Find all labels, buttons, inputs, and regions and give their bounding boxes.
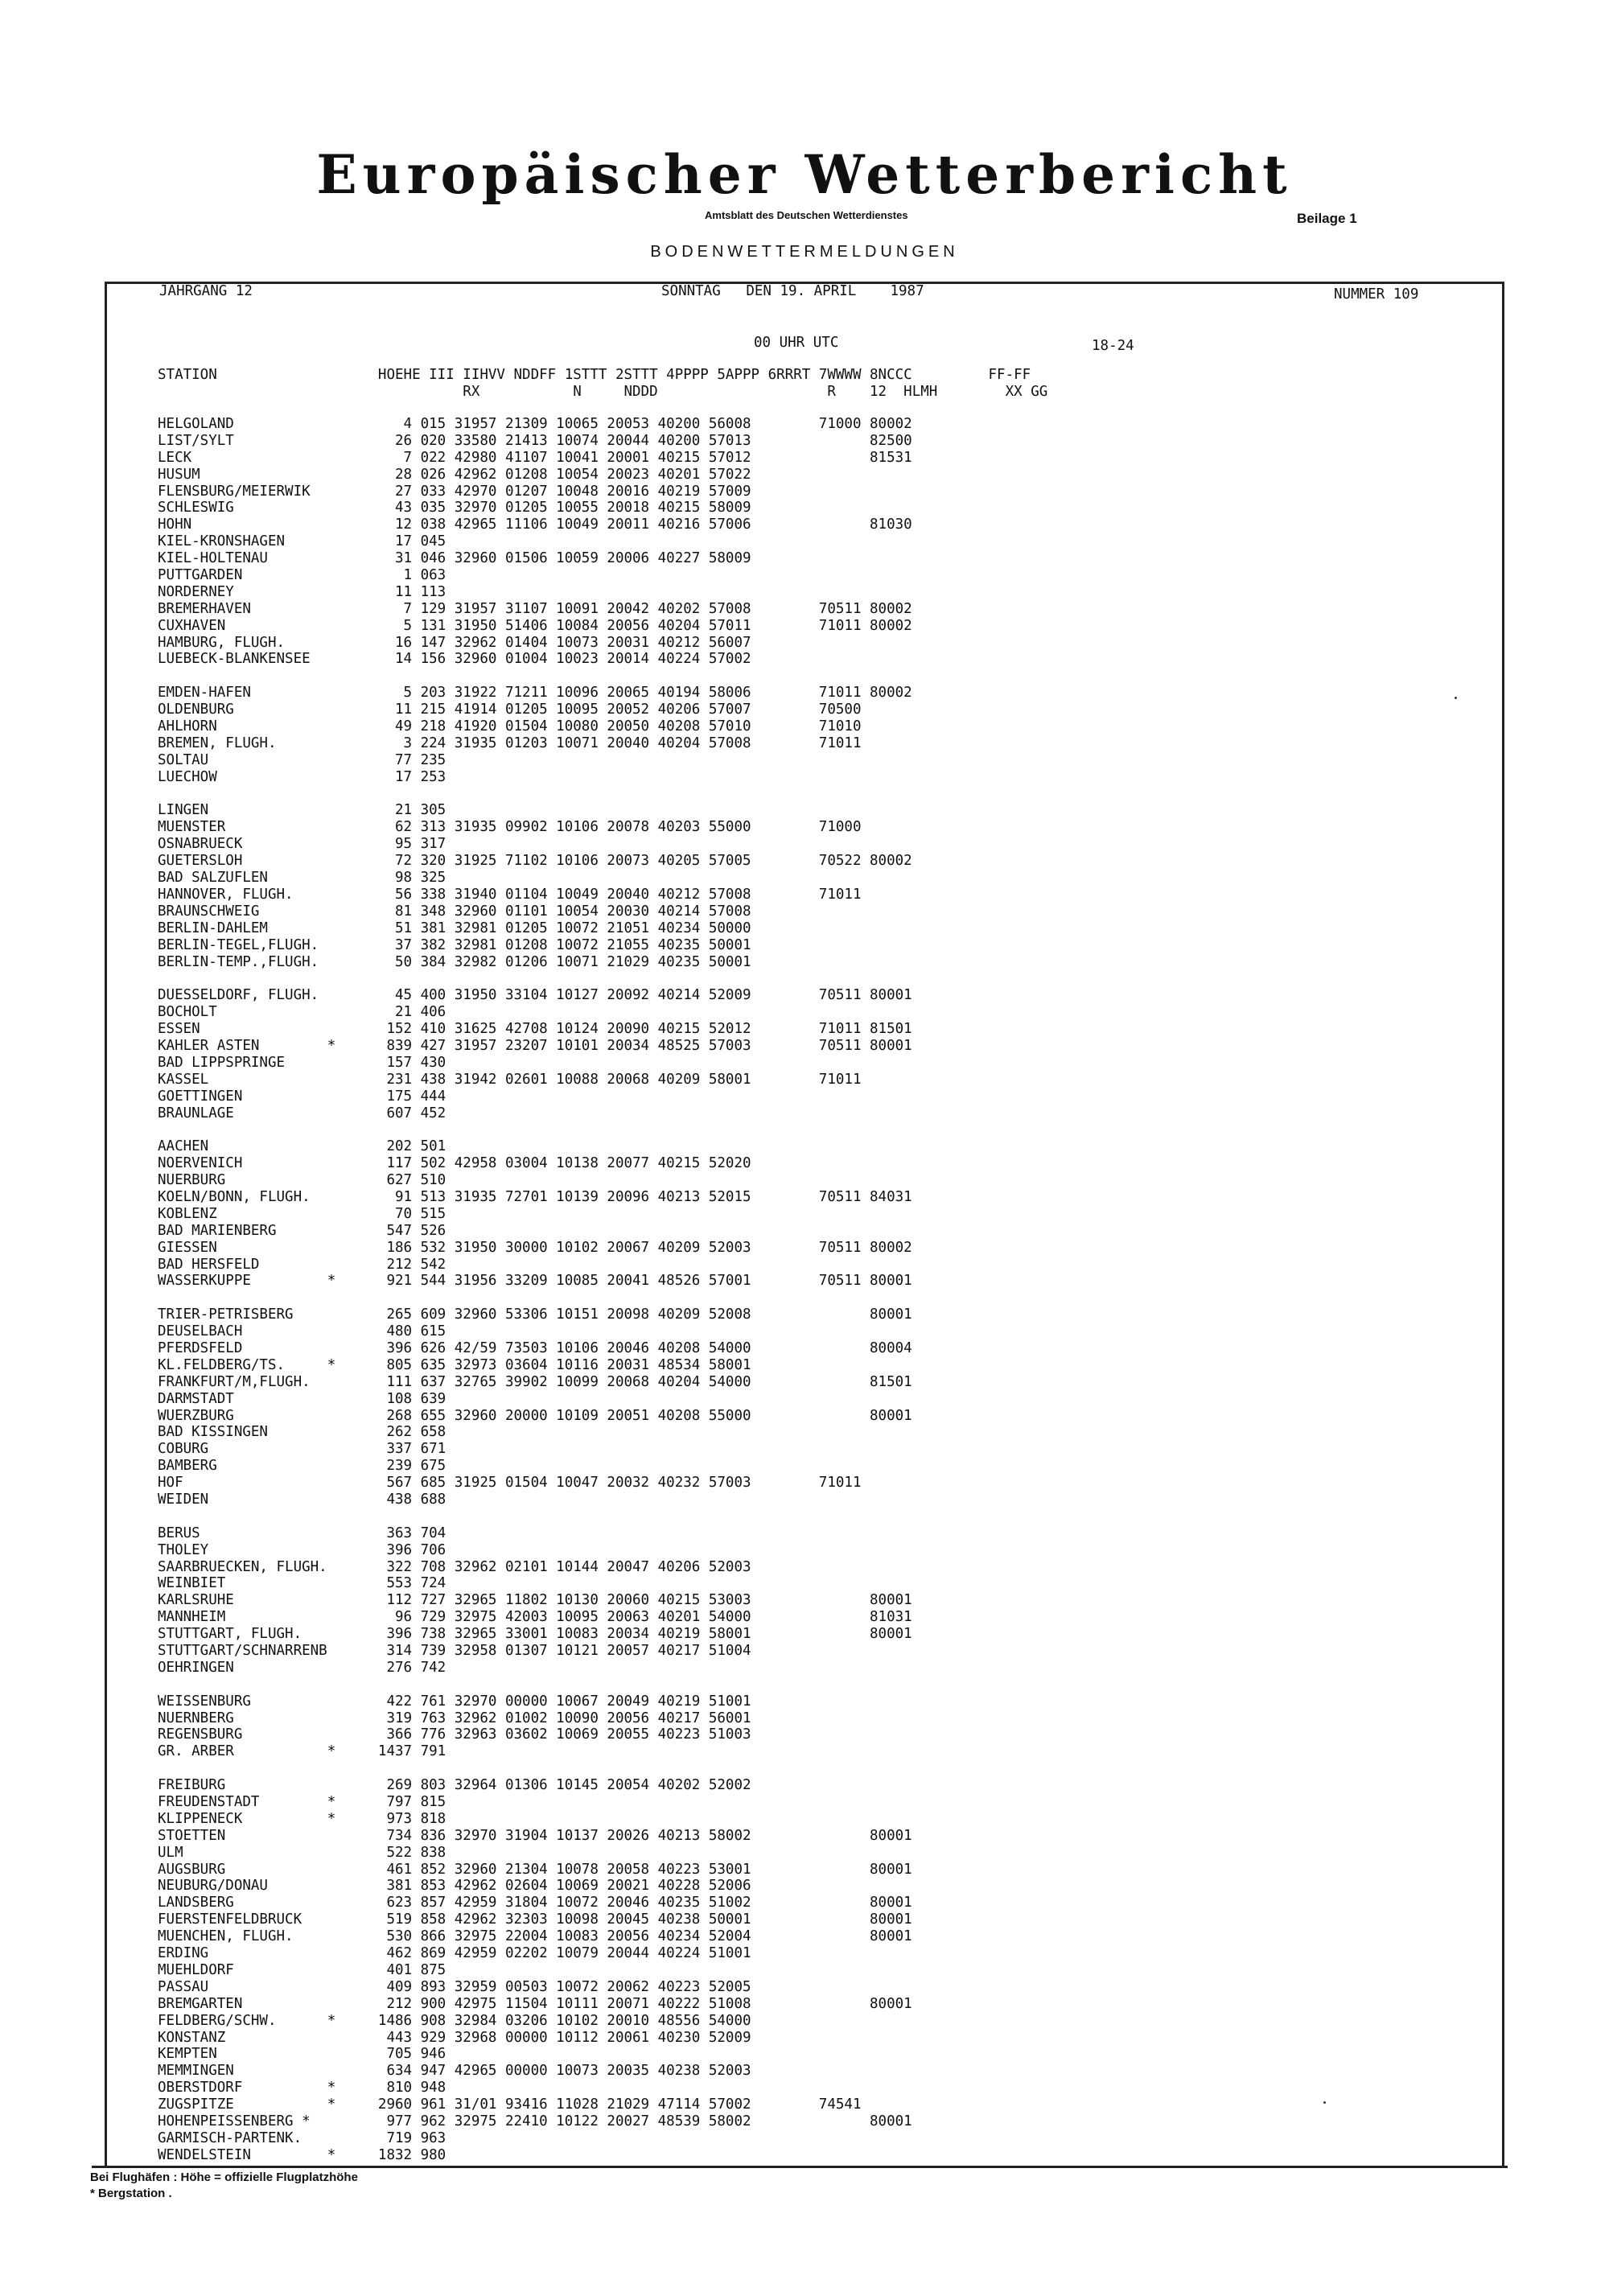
station-row: COBURG 337 671 xyxy=(158,1441,446,1458)
station-row: FLENSBURG/MEIERWIK 27 033 42970 01207 10048 20016 40219 57009 xyxy=(158,483,751,500)
station-row: MUENCHEN, FLUGH. 530 866 32975 22004 10083 20056 40234 52004 80001 xyxy=(158,1928,912,1945)
station-row: KIEL-HOLTENAU 31 046 32960 01506 10059 20006 40227 58009 xyxy=(158,550,751,567)
station-row: BERUS 363 704 xyxy=(158,1524,446,1541)
masthead-title: Europäischer Wetterbericht xyxy=(316,143,1293,206)
station-row: HOF 567 685 31925 01504 10047 20032 40232 57003 71011 xyxy=(158,1475,862,1492)
group-spacer xyxy=(158,668,912,685)
station-row: BAD MARIENBERG 547 526 xyxy=(158,1222,446,1239)
station-row: GR. ARBER * 1437 791 xyxy=(158,1743,446,1760)
station-row: BAMBERG 239 675 xyxy=(158,1458,446,1475)
group-spacer xyxy=(158,1677,912,1693)
station-row: EMDEN-HAFEN 5 203 31922 71211 10096 20065 40194 58006 71011 80002 xyxy=(158,685,912,702)
station-row: NOERVENICH 117 502 42958 03004 10138 20077 40215 52020 xyxy=(158,1155,751,1172)
station-row: PFERDSFELD 396 626 42/59 73503 10106 20046 40208 54000 80004 xyxy=(158,1339,912,1356)
station-row: BREMERHAVEN 7 129 31957 31107 10091 20042 40202 57008 70511 80002 xyxy=(158,600,912,617)
station-row: KONSTANZ 443 929 32968 00000 10112 20061 40230 52009 xyxy=(158,2029,751,2046)
station-row: NUERNBERG 319 763 32962 01002 10090 20056 40217 56001 xyxy=(158,1710,751,1726)
station-row: BRAUNLAGE 607 452 xyxy=(158,1105,446,1121)
station-row: FREIBURG 269 803 32964 01306 10145 20054 40202 52002 xyxy=(158,1777,751,1794)
station-row: KARLSRUHE 112 727 32965 11802 10130 20060 40215 53003 80001 xyxy=(158,1592,912,1609)
station-row: WENDELSTEIN * 1832 980 xyxy=(158,2146,446,2163)
station-row: LUEBECK-BLANKENSEE 14 156 32960 01004 10023 20014 40224 57002 xyxy=(158,651,751,668)
station-row: ZUGSPITZE * 2960 961 31/01 93416 11028 21029 47114 57002 74541 xyxy=(158,2096,862,2113)
station-row: AUGSBURG 461 852 32960 21304 10078 20058 40223 53001 80001 xyxy=(158,1861,912,1878)
station-row: WEINBIET 553 724 xyxy=(158,1575,446,1592)
station-row: SCHLESWIG 43 035 32970 01205 10055 20018 40215 58009 xyxy=(158,500,751,516)
station-row: HAMBURG, FLUGH. 16 147 32962 01404 10073 20031 40212 56007 xyxy=(158,634,751,651)
station-row: WEIDEN 438 688 xyxy=(158,1492,446,1508)
station-row: REGENSBURG 366 776 32963 03602 10069 20055 40223 51003 xyxy=(158,1726,751,1743)
station-row: BAD KISSINGEN 262 658 xyxy=(158,1424,446,1441)
station-row: SAARBRUECKEN, FLUGH. 322 708 32962 02101 10144 20047 40206 52003 xyxy=(158,1558,751,1575)
station-row: MUEHLDORF 401 875 xyxy=(158,1961,446,1978)
station-row: KEMPTEN 705 946 xyxy=(158,2046,446,2063)
station-row: AACHEN 202 501 xyxy=(158,1138,446,1155)
station-row: WASSERKUPPE * 921 544 31956 33209 10085 20041 48526 57001 70511 80001 xyxy=(158,1273,912,1290)
station-row: KAHLER ASTEN * 839 427 31957 23207 10101 20034 48525 57003 70511 80001 xyxy=(158,1037,912,1054)
station-row: OLDENBURG 11 215 41914 01205 10095 20052 40206 57007 70500 xyxy=(158,702,862,718)
station-row: BAD HERSFELD 212 542 xyxy=(158,1256,446,1273)
jahrgang-label: JAHRGANG 12 xyxy=(159,283,253,299)
station-row: CUXHAVEN 5 131 31950 51406 10084 20056 40204 57011 71011 80002 xyxy=(158,617,912,634)
station-row: BREMEN, FLUGH. 3 224 31935 01203 10071 20040 40204 57008 71011 xyxy=(158,734,862,751)
station-row: TRIER-PETRISBERG 265 609 32960 53306 10151 20098 40209 52008 80001 xyxy=(158,1306,912,1323)
masthead-subtitle: Amtsblatt des Deutschen Wetterdienstes xyxy=(705,209,908,221)
station-row: HUSUM 28 026 42962 01208 10054 20023 40201 57022 xyxy=(158,466,751,483)
column-header-line-1: STATION HOEHE III IIHVV NDDFF 1STTT 2STTT 4PPPP 5APPP 6RRRT 7WWWW 8NCCC FF-FF xyxy=(158,367,1031,383)
station-row: LINGEN 21 305 xyxy=(158,802,446,819)
station-row: KIEL-KRONSHAGEN 17 045 xyxy=(158,533,446,550)
station-row: HOHENPEISSENBERG * 977 962 32975 22410 10122 20027 48539 58002 80001 xyxy=(158,2113,912,2129)
issue-number: NUMMER 109 xyxy=(1334,286,1419,302)
station-row: FREUDENSTADT * 797 815 xyxy=(158,1794,446,1811)
station-row: FUERSTENFELDBRUCK 519 858 42962 32303 10098 20045 40238 50001 80001 xyxy=(158,1911,912,1928)
station-row: KOELN/BONN, FLUGH. 91 513 31935 72701 10139 20096 40213 52015 70511 84031 xyxy=(158,1188,912,1205)
period-label: 18-24 xyxy=(1092,338,1134,354)
footnote-airport-height: Bei Flughäfen : Höhe = offizielle Flugplatzhöhe xyxy=(90,2171,358,2184)
station-row: HELGOLAND 4 015 31957 21309 10065 20053 40200 56008 71000 80002 xyxy=(158,416,912,432)
station-row: MANNHEIM 96 729 32975 42003 10095 20063 40201 54000 81031 xyxy=(158,1609,912,1626)
group-spacer xyxy=(158,1290,912,1306)
station-row: HANNOVER, FLUGH. 56 338 31940 01104 10049 20040 40212 57008 71011 xyxy=(158,886,862,903)
station-row: FELDBERG/SCHW. * 1486 908 32984 03206 10102 20010 48556 54000 xyxy=(158,2012,751,2029)
station-row: STOETTEN 734 836 32970 31904 10137 20026 40213 58002 80001 xyxy=(158,1827,912,1844)
station-row: DUESSELDORF, FLUGH. 45 400 31950 33104 10127 20092 40214 52009 70511 80001 xyxy=(158,987,912,1004)
station-row: AHLHORN 49 218 41920 01504 10080 20050 40208 57010 71010 xyxy=(158,718,862,735)
station-row: MUENSTER 62 313 31935 09902 10106 20078 40203 55000 71000 xyxy=(158,819,862,836)
station-row: PASSAU 409 893 32959 00503 10072 20062 40223 52005 xyxy=(158,1978,751,1995)
station-row: GARMISCH-PARTENK. 719 963 xyxy=(158,2129,446,2146)
station-row: FRANKFURT/M,FLUGH. 111 637 32765 39902 10099 20068 40204 54000 81501 xyxy=(158,1373,912,1390)
station-row: NEUBURG/DONAU 381 853 42962 02604 10069 20021 40228 52006 xyxy=(158,1878,751,1895)
station-row: KASSEL 231 438 31942 02601 10088 20068 40209 58001 71011 xyxy=(158,1071,862,1088)
station-row: STUTTGART, FLUGH. 396 738 32965 33001 10083 20034 40219 58001 80001 xyxy=(158,1626,912,1643)
station-row: GIESSEN 186 532 31950 30000 10102 20067 40209 52003 70511 80002 xyxy=(158,1239,912,1256)
station-row: NUERBURG 627 510 xyxy=(158,1172,446,1189)
supplement-label: Beilage 1 xyxy=(1297,211,1357,226)
station-row: PUTTGARDEN 1 063 xyxy=(158,567,446,584)
station-row: SOLTAU 77 235 xyxy=(158,751,446,768)
station-row: BERLIN-DAHLEM 51 381 32981 01205 10072 21051 40234 50000 xyxy=(158,920,751,936)
scan-speck xyxy=(1455,697,1457,699)
station-row: LIST/SYLT 26 020 33580 21413 10074 20044 40200 57013 82500 xyxy=(158,432,912,449)
station-row: BRAUNSCHWEIG 81 348 32960 01101 10054 20030 40214 57008 xyxy=(158,903,751,920)
section-title: BODENWETTERMELDUNGEN xyxy=(650,243,959,261)
station-row: NORDERNEY 11 113 xyxy=(158,583,446,600)
table-frame-bottom-rule xyxy=(92,2166,1508,2168)
station-row: BAD LIPPSPRINGE 157 430 xyxy=(158,1054,446,1071)
station-row: BERLIN-TEGEL,FLUGH. 37 382 32981 01208 10072 21055 40235 50001 xyxy=(158,936,751,953)
footnote-mountain-station: * Bergstation . xyxy=(90,2187,172,2200)
observation-table xyxy=(158,416,912,2164)
station-row: LECK 7 022 42980 41107 10041 20001 40215 57012 81531 xyxy=(158,449,912,466)
station-row: DEUSELBACH 480 615 xyxy=(158,1323,446,1340)
station-row: ERDING 462 869 42959 02202 10079 20044 40224 51001 xyxy=(158,1945,751,1962)
group-spacer xyxy=(158,1508,912,1525)
station-row: ESSEN 152 410 31625 42708 10124 20090 40215 52012 71011 81501 xyxy=(158,1021,912,1038)
station-row: OSNABRUECK 95 317 xyxy=(158,836,446,853)
station-row: ULM 522 838 xyxy=(158,1844,446,1861)
station-row: LUECHOW 17 253 xyxy=(158,768,446,785)
station-row: MEMMINGEN 634 947 42965 00000 10073 20035 40238 52003 xyxy=(158,2063,751,2080)
station-row: WEISSENBURG 422 761 32970 00000 10067 20049 40219 51001 xyxy=(158,1693,751,1710)
station-row: BERLIN-TEMP.,FLUGH. 50 384 32982 01206 10071 21029 40235 50001 xyxy=(158,953,751,970)
station-row: STUTTGART/SCHNARRENB 314 739 32958 01307 10121 20057 40217 51004 xyxy=(158,1643,751,1660)
station-row: HOHN 12 038 42965 11106 10049 20011 40216 57006 81030 xyxy=(158,516,912,533)
group-spacer xyxy=(158,1121,912,1138)
station-row: THOLEY 396 706 xyxy=(158,1541,446,1558)
station-row: DARMSTADT 108 639 xyxy=(158,1390,446,1407)
station-row: KL.FELDBERG/TS. * 805 635 32973 03604 10116 20031 48534 58001 xyxy=(158,1356,751,1373)
scan-speck xyxy=(1323,2101,1326,2104)
observation-time: 00 UHR UTC xyxy=(754,335,839,351)
station-row: OBERSTDORF * 810 948 xyxy=(158,2080,446,2096)
issue-date: SONNTAG DEN 19. APRIL 1987 xyxy=(661,283,924,299)
column-header-line-2: RX N NDDD R 12 HLMH XX GG xyxy=(158,384,1048,400)
station-row: GOETTINGEN 175 444 xyxy=(158,1088,446,1105)
station-row: GUETERSLOH 72 320 31925 71102 10106 20073 40205 57005 70522 80002 xyxy=(158,853,912,870)
station-row: KLIPPENECK * 973 818 xyxy=(158,1810,446,1827)
station-row: LANDSBERG 623 857 42959 31804 10072 20046 40235 51002 80001 xyxy=(158,1895,912,1911)
station-row: BOCHOLT 21 406 xyxy=(158,1004,446,1021)
station-row: OEHRINGEN 276 742 xyxy=(158,1659,446,1676)
station-row: BREMGARTEN 212 900 42975 11504 10111 20071 40222 51008 80001 xyxy=(158,1995,912,2012)
station-row: KOBLENZ 70 515 xyxy=(158,1205,446,1222)
group-spacer xyxy=(158,786,912,803)
group-spacer xyxy=(158,1760,912,1777)
station-row: WUERZBURG 268 655 32960 20000 10109 20051 40208 55000 80001 xyxy=(158,1407,912,1424)
station-row: BAD SALZUFLEN 98 325 xyxy=(158,870,446,887)
group-spacer xyxy=(158,970,912,987)
